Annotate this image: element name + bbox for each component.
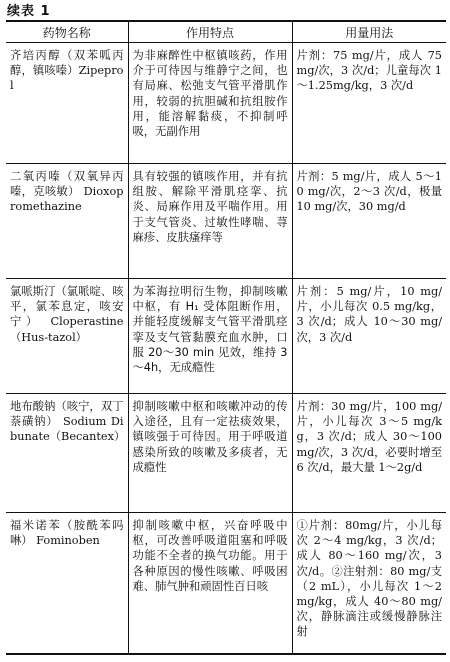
effect-cell: 具有较强的镇咳作用，并有抗组胺、解除平滑肌痉挛、抗炎、局麻作用及平喘作用。用于支气管炎、过敏性哮喘、荨麻疹、皮肤瘙痒等: [128, 164, 292, 279]
dosage-cell: 片剂：5 mg/片，10 mg/片，小儿每次 0.5 mg/kg，3 次/d；成人 10～30 mg/次，3 次/d: [292, 279, 446, 394]
dosage-cell: ①片剂：80mg/片，小儿每次 2～4 mg/kg，3 次/d；成人 80～160 mg/次，3 次/d。②注射剂：80 mg/支（2 mL），小儿每次 1～2 mg/kg，成人 40～80 mg/次，静脉滴注或缓慢静脉注射: [292, 513, 446, 655]
table-row: [6, 164, 446, 279]
dosage-cell: 片剂：75 mg/片，成人 75 mg/次，3 次/d；儿童每次 1～1.25mg/kg，3 次/d: [292, 43, 446, 164]
table-row: [6, 513, 446, 655]
drug-name-cell: 氯哌斯汀（氯哌啶、咳平，氯苯息定，咳安宁） Cloperastine（Hus-tazol）: [6, 279, 128, 394]
table-row: [6, 279, 446, 394]
effect-cell: 为非麻醉性中枢镇咳药，作用介于可待因与维静宁之间，也有局麻、松弛支气管平滑肌作用，较弱的抗胆碱和抗组胺作用，能溶解黏痰，不抑制呼吸，无副作用: [128, 43, 292, 164]
header-dosage: 用量用法: [292, 21, 446, 43]
header-row: [6, 21, 446, 43]
dosage-cell: 片剂：5 mg/片，成人 5～10 mg/次，2～3 次/d，极量 10 mg/次，30 mg/d: [292, 164, 446, 279]
drug-table: [6, 20, 446, 655]
effect-cell: 抑制咳嗽中枢，兴奋呼吸中枢，可改善呼吸道阻塞和呼吸功能不全者的换气功能。用于各种原因的慢性咳嗽、呼吸困难、肺气肿和顽固性百日咳: [128, 513, 292, 655]
dosage-cell: 片剂：30 mg/片，100 mg/片，小儿每次 3～5 mg/kg，3 次/d；成人 30～100 mg/次，3 次/d，必要时增至 6 次/d，最大量 1～2g/d: [292, 394, 446, 513]
drug-name-cell: 齐培丙醇（双苯呱丙醇，镇咳嗪）Zipeprol: [6, 43, 128, 164]
table-row: [6, 394, 446, 513]
effect-cell: 抑制咳嗽中枢和咳嗽冲动的传入途径，且有一定祛痰效果，镇咳强于可待因。用于呼吸道感染所致的咳嗽及多痰者，无成瘾性: [128, 394, 292, 513]
effect-cell: 为苯海拉明衍生物，抑制咳嗽中枢，有 H₁ 受体阻断作用，并能轻度缓解支气管平滑肌痉挛及支气管黏膜充血水肿，口服 20～30 min 见效，维持 3～4h，无成瘾性: [128, 279, 292, 394]
table-caption: 续表 1: [7, 4, 51, 19]
table-row: [6, 43, 446, 164]
header-effect: 作用特点: [128, 21, 292, 43]
drug-name-cell: 地布酸钠（咳宁，双丁萘磺钠） Sodium Dibunate（Becantex）: [6, 394, 128, 513]
drug-name-cell: 二氧丙嗪（双氧异丙嗪，克咳敏） Dioxopromethazine: [6, 164, 128, 279]
header-drug-name: 药物名称: [6, 21, 128, 43]
drug-name-cell: 福米诺苯（胺酰苯吗啉） Fominoben: [10, 519, 124, 548]
